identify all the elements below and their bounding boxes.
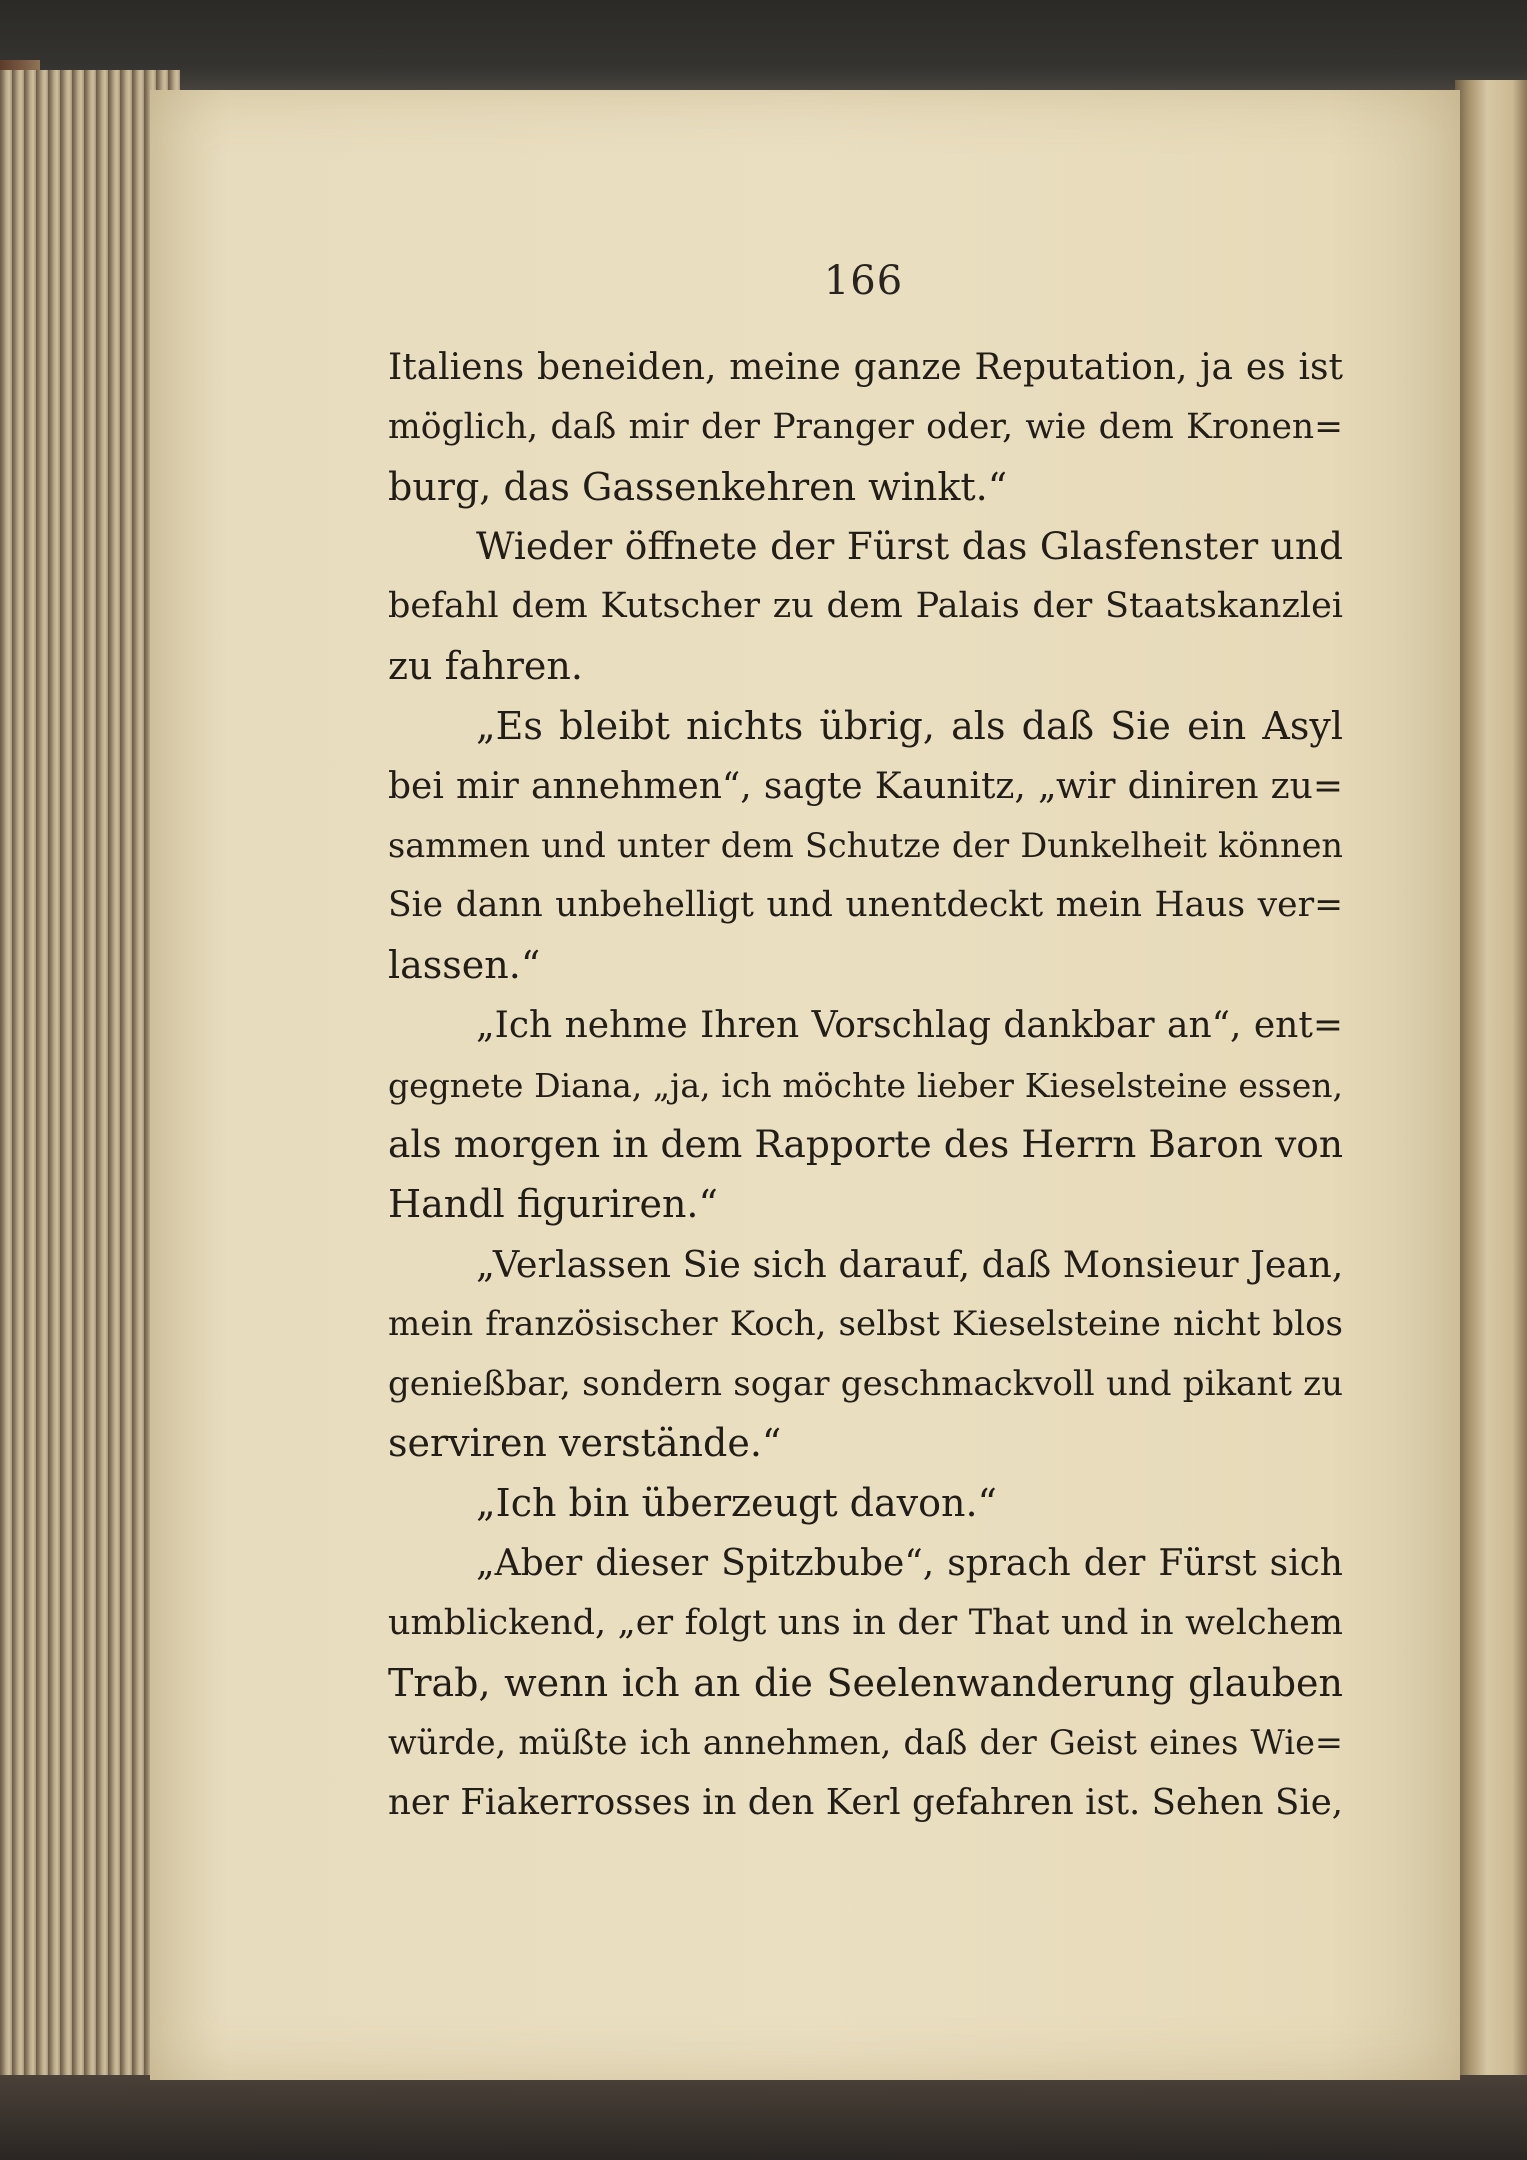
text-line: „Aber dieser Spitzbube“, sprach der Fürst sich [476, 1542, 1343, 1584]
text-line: sammen und unter dem Schutze der Dunkelheit können [388, 826, 1343, 866]
text-line: gegnete Diana, „ja, ich möchte lieber Kieselsteine essen, [388, 1065, 1343, 1105]
text-line: Italiens beneiden, meine ganze Reputation, ja es ist [388, 347, 1343, 388]
text-line: umblickend, „er folgt uns in der That und in welchem [388, 1602, 1343, 1643]
text-line: lassen.“ [388, 942, 541, 987]
text-line: zu fahren. [388, 643, 583, 688]
text-line: burg, das Gassenkehren winkt.“ [388, 464, 1008, 509]
book-binding-right [1455, 80, 1527, 2090]
text-line: als morgen in dem Rapporte des Herrn Baron von [388, 1122, 1343, 1167]
text-line: Trab, wenn ich an die Seelenwanderung glauben [388, 1660, 1343, 1705]
text-line: serviren verstände.“ [388, 1421, 782, 1466]
page-number: 166 [823, 258, 904, 304]
background-shadow-top [0, 0, 1527, 95]
text-line: möglich, daß mir der Pranger oder, wie dem Kronen= [388, 406, 1343, 447]
text-line: würde, müßte ich annehmen, daß der Geist eines Wie= [388, 1723, 1343, 1763]
text-line: mein französischer Koch, selbst Kieselsteine nicht blos [388, 1303, 1343, 1344]
text-line: befahl dem Kutscher zu dem Palais der Staatskanzlei [388, 586, 1343, 627]
text-line: „Ich bin überzeugt davon.“ [476, 1481, 997, 1526]
page-text [388, 338, 1343, 1833]
text-line: „Verlassen Sie sich darauf, daß Monsieur Jean, [476, 1242, 1343, 1286]
text-line: genießbar, sondern sogar geschmackvoll und pikant zu [388, 1363, 1343, 1404]
text-line: Wieder öffnete der Fürst das Glasfenster und [476, 524, 1343, 569]
text-line: „Es bleibt nichts übrig, als daß Sie ein Asyl [476, 703, 1343, 748]
text-line: Sie dann unbehelligt und unentdeckt mein Haus ver= [388, 885, 1343, 926]
text-line: bei mir annehmen“, sagte Kaunitz, „wir diniren zu= [388, 765, 1343, 807]
text-line: Handl figuriren.“ [388, 1182, 718, 1227]
background-shadow-bottom [0, 2075, 1527, 2160]
text-line: „Ich nehme Ihren Vorschlag dankbar an“, ent= [476, 1004, 1343, 1046]
text-line: ner Fiakerrosses in den Kerl gefahren ist. Sehen Sie, [388, 1782, 1343, 1824]
